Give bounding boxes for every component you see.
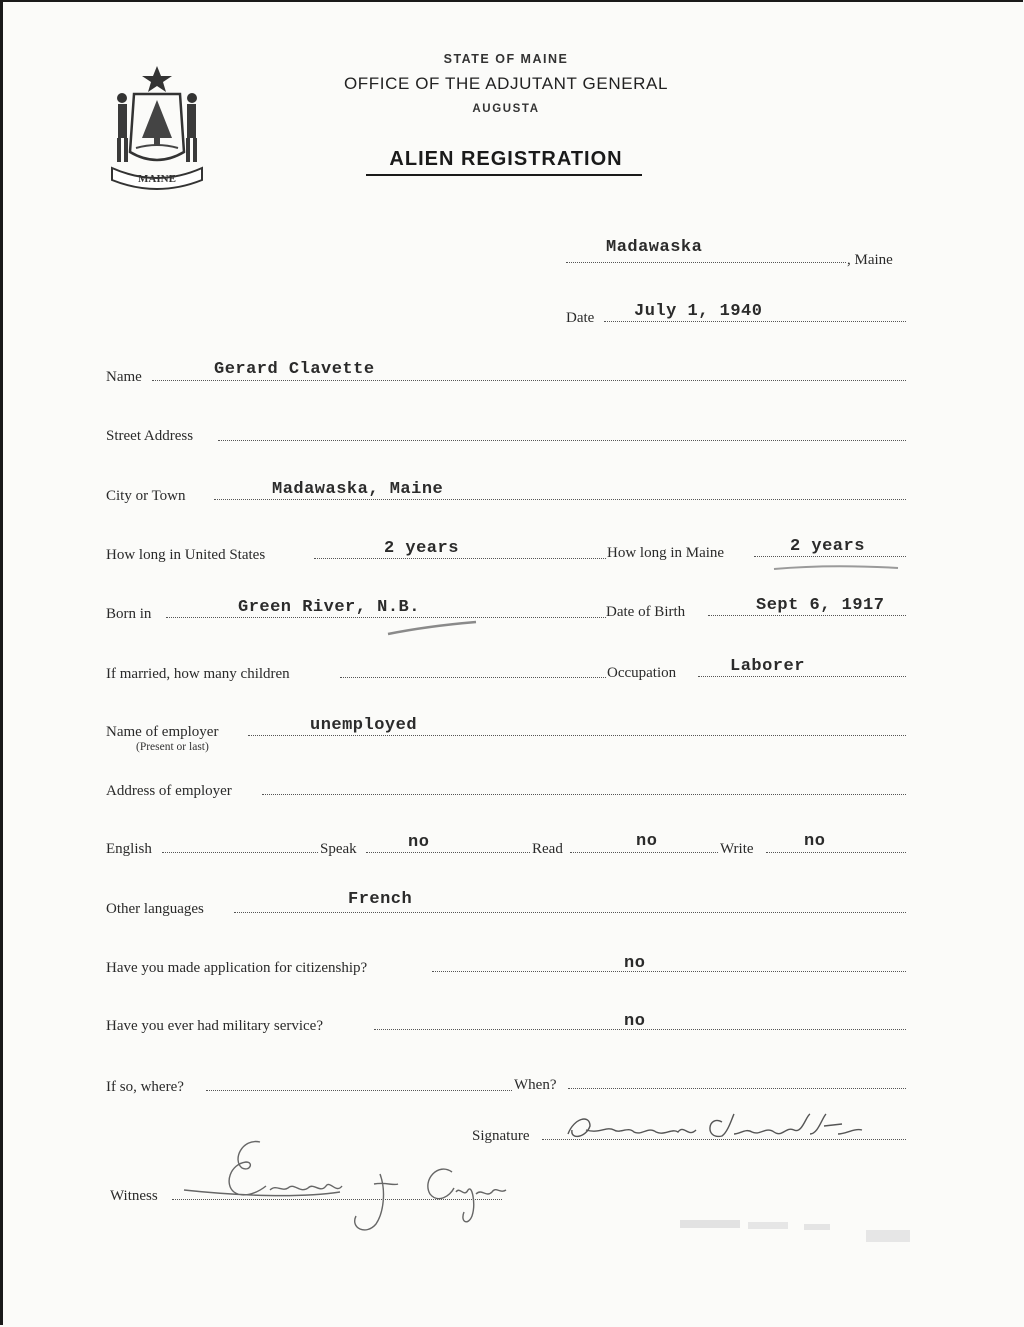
city-label: City or Town [106, 488, 186, 504]
witness-handwriting[interactable] [180, 1132, 520, 1242]
maine-duration-value[interactable]: 2 years [790, 537, 865, 556]
maine-duration-line [754, 556, 906, 557]
signature-label: Signature [472, 1128, 530, 1144]
born-in-line [166, 617, 606, 618]
english-line [162, 852, 318, 853]
read-label: Read [532, 841, 563, 857]
other-languages-label: Other languages [106, 901, 204, 917]
occupation-label: Occupation [607, 665, 677, 681]
other-languages-line [234, 912, 906, 913]
occupation-value[interactable]: Laborer [730, 657, 805, 676]
occupation-line [698, 676, 906, 677]
pencil-stroke-mark [384, 620, 480, 638]
header-state: STATE OF MAINE [443, 52, 569, 66]
when-line [568, 1088, 906, 1089]
witness-label: Witness [110, 1188, 158, 1204]
children-label: If married, how many children [106, 666, 290, 682]
street-label: Street Address [106, 428, 194, 444]
faded-stamp [676, 1210, 926, 1250]
where-line [206, 1090, 512, 1091]
name-line [152, 380, 906, 381]
citizenship-value[interactable]: no [624, 954, 646, 973]
street-line [218, 440, 906, 441]
city-value[interactable]: Madawaska, Maine [272, 480, 444, 499]
place-state-label: , Maine [847, 252, 893, 268]
write-line [766, 852, 906, 853]
citizenship-line [432, 971, 906, 972]
birth-date-line [708, 615, 906, 616]
form-title: ALIEN REGISTRATION [389, 148, 623, 170]
read-value[interactable]: no [636, 832, 658, 851]
employer-line [248, 735, 906, 736]
header-office: OFFICE OF THE ADJUTANT GENERAL [343, 74, 669, 93]
seal-motto: MAINE [138, 173, 176, 185]
speak-label: Speak [320, 841, 357, 857]
employer-address-label: Address of employer [106, 783, 232, 799]
date-label: Date [566, 310, 595, 326]
name-label: Name [106, 369, 142, 385]
name-value[interactable]: Gerard Clavette [214, 360, 375, 379]
us-duration-label: How long in United States [106, 547, 266, 563]
english-label: English [106, 841, 152, 857]
place-value[interactable]: Madawaska [606, 238, 703, 257]
speak-line [366, 852, 530, 853]
date-value[interactable]: July 1, 1940 [634, 302, 763, 321]
write-value[interactable]: no [804, 832, 826, 851]
maine-duration-label: How long in Maine [607, 545, 725, 561]
birth-date-value[interactable]: Sept 6, 1917 [756, 596, 885, 615]
born-in-label: Born in [106, 606, 152, 622]
born-in-value[interactable]: Green River, N.B. [238, 598, 420, 617]
us-duration-value[interactable]: 2 years [384, 539, 459, 558]
children-line [340, 677, 606, 678]
military-label: Have you ever had military service? [106, 1018, 323, 1034]
citizenship-label: Have you made application for citizenship? [106, 960, 368, 976]
when-label: When? [514, 1077, 557, 1093]
speak-value[interactable]: no [408, 833, 430, 852]
city-line [214, 499, 906, 500]
employer-sublabel: (Present or last) [136, 741, 209, 753]
where-label: If so, where? [106, 1079, 184, 1095]
birth-date-label: Date of Birth [606, 604, 686, 620]
us-duration-line [314, 558, 606, 559]
title-underline [366, 174, 642, 176]
read-line [570, 852, 718, 853]
employer-value[interactable]: unemployed [310, 716, 418, 735]
date-line [604, 321, 906, 322]
place-line [566, 262, 846, 263]
other-languages-value[interactable]: French [348, 890, 413, 909]
military-value[interactable]: no [624, 1012, 646, 1031]
write-label: Write [720, 841, 754, 857]
employer-address-line [262, 794, 906, 795]
pencil-underline-mark [770, 562, 902, 574]
employer-label: Name of employer [106, 724, 219, 740]
header-city: AUGUSTA [472, 103, 540, 115]
signature-handwriting[interactable] [556, 1104, 876, 1150]
